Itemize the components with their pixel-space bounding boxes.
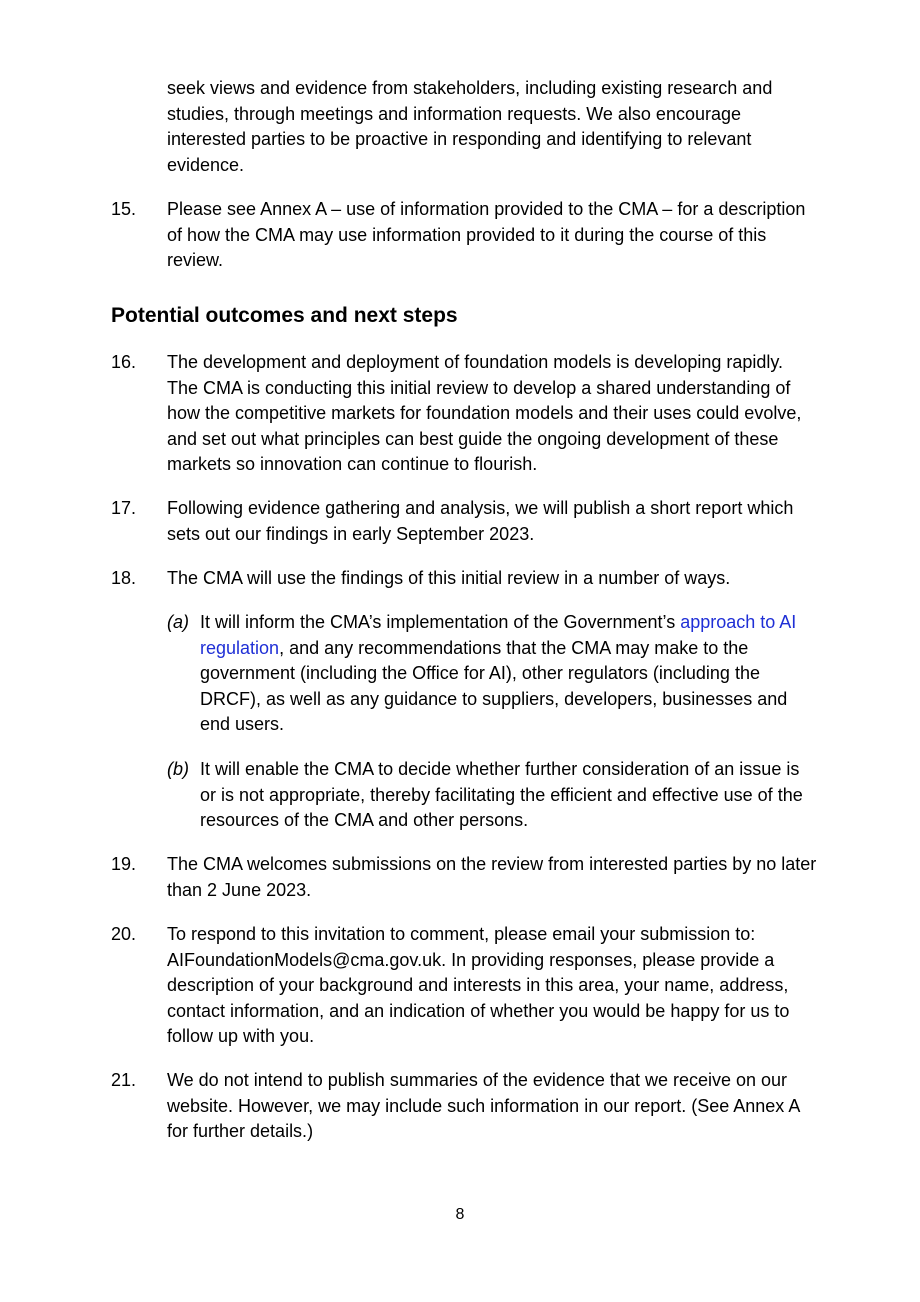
list-item-a-text-before: It will inform the CMA’s implementation of the Government’s: [200, 612, 681, 632]
list-item-b: It will enable the CMA to decide whether further consideration of an issue is or is not appropriate, thereby facilitating the efficient and effective use of the resources of the CMA and other persons.: [200, 759, 803, 831]
paragraph-18: The CMA will use the findings of this initial review in a number of ways.: [167, 568, 731, 588]
list-item-label-a: (a): [167, 612, 189, 632]
list-item-a-text-after: , and any recommendations that the CMA may make to the government (including the Office for AI), other regulators (including the DRCF), as well as any guidance to suppliers, developers, businesses and end users.: [200, 637, 788, 735]
approach-to-ai-regulation-link[interactable]: approach to AI regulation: [200, 612, 797, 658]
paragraph-21: We do not intend to publish summaries of the evidence that we receive on our website. However, we may include such information in our report. (See Annex A for further details.): [167, 1070, 800, 1142]
section-heading: Potential outcomes and next steps: [111, 304, 458, 327]
paragraph-number-15: 15.: [111, 199, 137, 219]
paragraph-number-20: 20.: [111, 924, 137, 944]
continuation-paragraph: seek views and evidence from stakeholders, including existing research and studies, through meetings and information requests. We also encourage interested parties to be proactive in responding and identifying to relevant evidence.: [167, 78, 773, 175]
paragraph-number-19: 19.: [111, 854, 137, 874]
paragraph-20: To respond to this invitation to comment, please email your submission to: AIFoundationModels@cma.gov.uk. In providing responses, please provide a description of your background and interests in this area, your name, address, contact information, and an indication of whether you would be happy for us to follow up with you.: [167, 924, 790, 1047]
paragraph-number-18: 18.: [111, 568, 137, 588]
paragraph-number-21: 21.: [111, 1070, 137, 1090]
paragraph-number-16: 16.: [111, 352, 137, 372]
paragraph-15: Please see Annex A – use of information provided to the CMA – for a description of how the CMA may use information provided to it during the course of this review.: [167, 199, 806, 271]
list-item-label-b: (b): [167, 759, 189, 779]
list-item-a: [200, 610, 820, 738]
paragraph-19: The CMA welcomes submissions on the review from interested parties by no later than 2 June 2023.: [167, 854, 817, 900]
page-number: 8: [455, 1206, 465, 1223]
paragraph-number-17: 17.: [111, 498, 137, 518]
paragraph-16: The development and deployment of foundation models is developing rapidly. The CMA is conducting this initial review to develop a shared understanding of how the competitive markets for foundation models and their uses could evolve, and set out what principles can best guide the ongoing development of these markets so innovation can continue to flourish.: [167, 352, 802, 475]
paragraph-17: Following evidence gathering and analysis, we will publish a short report which sets out our findings in early September 2023.: [167, 498, 794, 544]
